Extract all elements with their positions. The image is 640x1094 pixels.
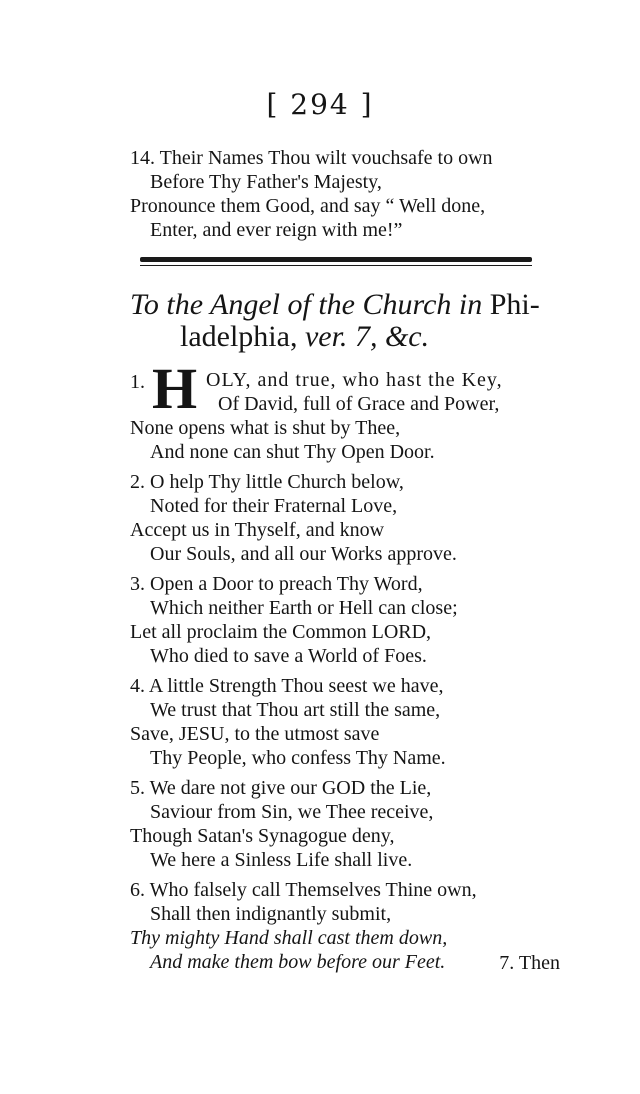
verse-5-line-1 — [130, 776, 431, 800]
verse-number: 4. — [130, 675, 145, 697]
verse-number: 2. — [130, 471, 145, 493]
verse-1-line-1: OLY, and true, who hast the Key, — [206, 369, 503, 391]
verse-line-text: Who falsely call Themselves Thine own, — [149, 879, 477, 901]
verse-line-text: We dare not give our GOD the Lie, — [149, 777, 432, 799]
verse-number: 3. — [130, 573, 145, 595]
verse-2-line-1 — [130, 470, 404, 494]
verse-line-text: Their Names Thou wilt vouchsafe to own — [159, 147, 493, 169]
verse-5-line-4: We here a Sinless Life shall live. — [150, 849, 413, 871]
verse-14-line-1 — [130, 146, 493, 170]
verse-line-text: Open a Door to preach Thy Word, — [150, 573, 423, 595]
verse-2-line-2: Noted for their Fraternal Love, — [150, 495, 398, 517]
verse-number: 6. — [130, 879, 145, 901]
verse-line-text: O help Thy little Church below, — [150, 471, 404, 493]
verse-5-line-3: Though Satan's Synagogue deny, — [130, 825, 395, 847]
verse-6-line-2: Shall then indignantly submit, — [150, 903, 392, 925]
title-italic: ver. — [297, 320, 348, 353]
title-roman: Phi- — [482, 288, 540, 321]
title-tail: 7, &c. — [347, 320, 430, 353]
verse-3-line-2: Which neither Earth or Hell can close; — [150, 597, 458, 619]
verse-6-line-3: Thy mighty Hand shall cast them down, — [130, 927, 448, 949]
verse-3-line-3: Let all proclaim the Common LORD, — [130, 621, 432, 643]
section-rule-thin — [140, 265, 532, 266]
verse-4-line-2: We trust that Thou art still the same, — [150, 699, 441, 721]
verse-6-line-1 — [130, 878, 477, 902]
verse-2-line-4: Our Souls, and all our Works approve. — [150, 543, 457, 565]
verse-number: 5. — [130, 777, 145, 799]
verse-number: 14. — [130, 147, 155, 169]
verse-4-line-4: Thy People, who confess Thy Name. — [150, 747, 446, 769]
verse-6-line-4: And make them bow before our Feet. — [150, 951, 446, 973]
verse-14-line-2: Before Thy Father's Majesty, — [150, 171, 382, 193]
catchword: 7. Then — [499, 952, 560, 974]
hymn-title-line-1 — [130, 288, 540, 322]
verse-3-line-4: Who died to save a World of Foes. — [150, 645, 427, 667]
verse-2-line-3: Accept us in Thyself, and know — [130, 519, 385, 541]
section-rule — [140, 257, 532, 262]
page-header: [ 294 ] — [266, 88, 374, 121]
verse-1-line-4: And none can shut Thy Open Door. — [150, 441, 435, 463]
verse-5-line-2: Saviour from Sin, we Thee receive, — [150, 801, 434, 823]
verse-14-line-3: Pronounce them Good, and say “ Well done, — [130, 195, 486, 217]
title-roman: ladelphia, — [180, 320, 298, 353]
verse-line-text: A little Strength Thou seest we have, — [148, 675, 444, 697]
verse-1-line-3: None opens what is shut by Thee, — [130, 417, 401, 439]
verse-14-line-4: Enter, and ever reign with me!” — [150, 219, 403, 241]
title-italic: To the Angel of the Church in — [130, 288, 483, 321]
verse-3-line-1 — [130, 572, 423, 596]
verse-1-line-2: Of David, full of Grace and Power, — [218, 393, 500, 415]
verse-4-line-3: Save, JESU, to the utmost save — [130, 723, 380, 745]
drop-cap: H — [152, 356, 198, 421]
verse-1-number: 1. — [130, 371, 145, 393]
hymn-title-line-2 — [180, 320, 429, 354]
verse-4-line-1 — [130, 674, 444, 698]
